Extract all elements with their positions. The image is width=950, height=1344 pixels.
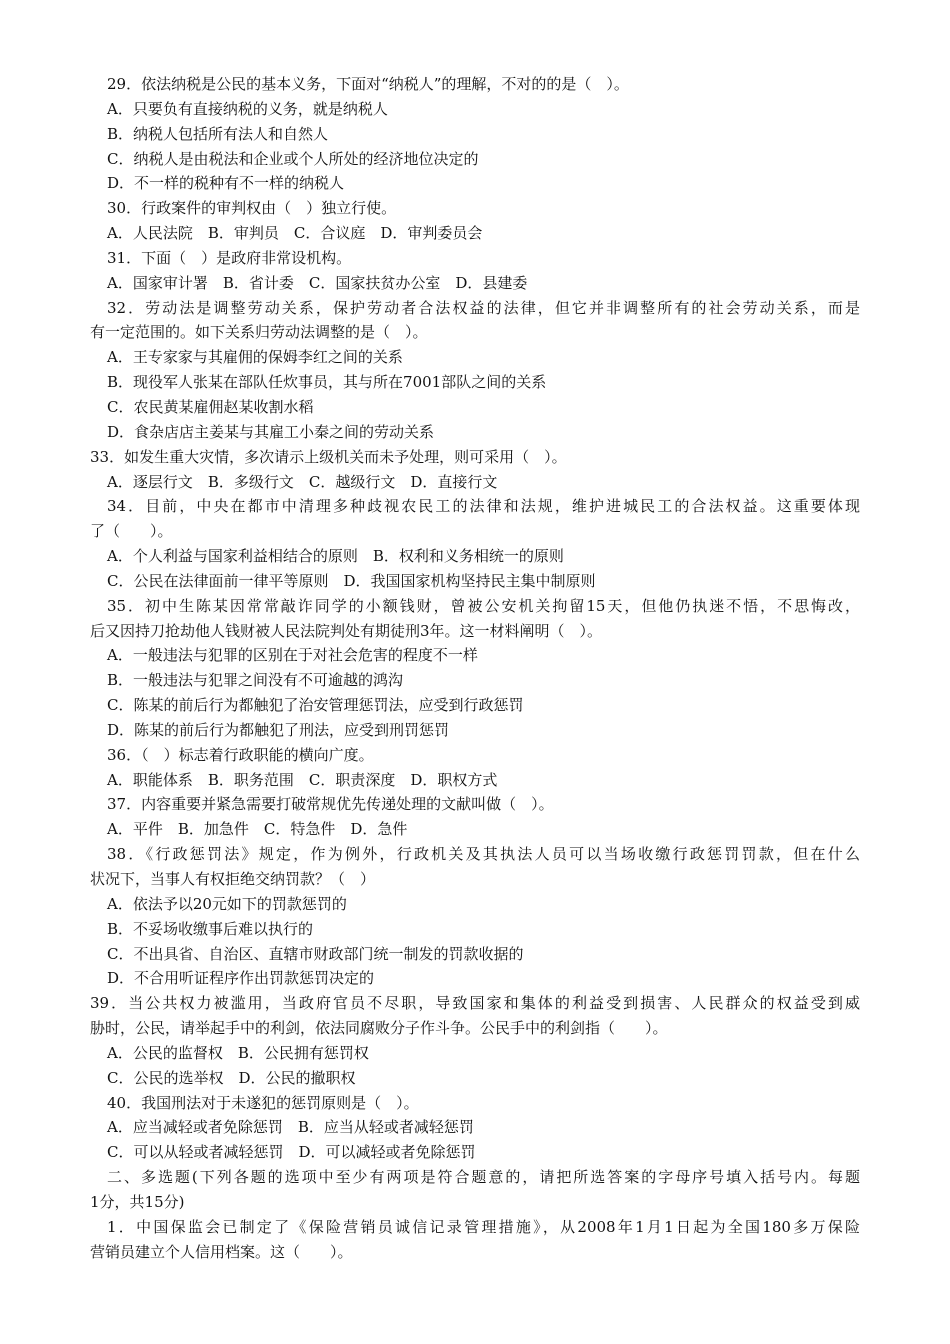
option-29-a: A．只要负有直接纳税的义务，就是纳税人	[107, 99, 388, 118]
question-34-line-1: 34．目前，中央在都市中清理多种歧视农民工的法律和法规，维护进城民工的合法权益。这重要体现	[107, 497, 860, 516]
options-33: A．逐层行文 B．多级行文 C．越级行文 D．直接行文	[107, 472, 498, 491]
option-29-d: D．不一样的税种有不一样的纳税人	[107, 174, 345, 193]
option-35-d: D．陈某的前后行为都触犯了刑法，应受到刑罚惩罚	[107, 720, 450, 739]
option-38-d: D．不合用听证程序作出罚款惩罚决定的	[107, 969, 375, 988]
option-32-a: A．王专家家与其雇佣的保姆李红之间的关系	[107, 348, 403, 367]
question-32-line-1: 32．劳动法是调整劳动关系，保护劳动者合法权益的法律，但它并非调整所有的社会劳动关系，而是	[107, 298, 860, 317]
options-34-cd: C．公民在法律面前一律平等原则 D．我国国家机构坚持民主集中制原则	[107, 571, 596, 590]
question-37: 37．内容重要并紧急需要打破常规优先传递处理的文献叫做（ ）。	[107, 795, 554, 814]
multi-question-1-line-1: 1．中国保监会已制定了《保险营销员诚信记录管理措施》，从2008年1月1日起为全国180多万保险	[107, 1217, 860, 1236]
option-38-b: B．不妥场收缴事后难以执行的	[107, 919, 314, 938]
options-40-cd: C．可以从轻或者减轻惩罚 D．可以减轻或者免除惩罚	[107, 1143, 476, 1162]
question-35-line-2: 后又因持刀抢劫他人钱财被人民法院判处有期徒刑3年。这一材料阐明（ ）。	[90, 621, 603, 640]
options-34-ab: A．个人利益与国家利益相结合的原则 B．权利和义务相统一的原则	[107, 547, 564, 566]
options-31: A．国家审计署 B．省计委 C．国家扶贫办公室 D．县建委	[107, 273, 528, 292]
question-30: 30．行政案件的审判权由（ ）独立行使。	[107, 199, 397, 218]
question-31: 31．下面（ ）是政府非常设机构。	[107, 248, 352, 267]
option-32-b: B．现役军人张某在部队任炊事员，其与所在7001部队之间的关系	[107, 373, 547, 392]
options-37: A．平件 B．加急件 C．特急件 D．急件	[107, 820, 408, 839]
options-36: A．职能体系 B．职务范围 C．职责深度 D．职权方式	[107, 770, 498, 789]
question-39-line-2: 胁时，公民，请举起手中的利剑，依法同腐败分子作斗争。公民手中的利剑指（ ）。	[90, 1019, 668, 1038]
option-35-b: B．一般违法与犯罪之间没有不可逾越的鸿沟	[107, 671, 404, 690]
multi-question-1-line-2: 营销员建立个人信用档案。这（ ）。	[90, 1242, 353, 1261]
document-page	[90, 72, 860, 1265]
question-32-line-2: 有一定范围的。如下关系归劳动法调整的是（ ）。	[90, 323, 428, 342]
option-29-b: B．纳税人包括所有法人和自然人	[107, 124, 329, 143]
question-33: 33．如发生重大灾情，多次请示上级机关而未予处理，则可采用（ ）。	[90, 447, 567, 466]
section-heading-line-1: 二、多选题(下列各题的选项中至少有两项是符合题意的，请把所选答案的字母序号填入括号内。每题	[107, 1168, 860, 1187]
option-32-d: D．食杂店店主姜某与其雇工小秦之间的劳动关系	[107, 422, 435, 441]
option-35-a: A．一般违法与犯罪的区别在于对社会危害的程度不一样	[107, 646, 478, 665]
question-38-line-2: 状况下，当事人有权拒绝交纳罚款？（ ）	[90, 870, 376, 888]
question-29: 29．依法纳税是公民的基本义务，下面对“纳税人”的理解，不对的的是（ ）。	[107, 75, 629, 93]
options-40-ab: A．应当减轻或者免除惩罚 B．应当从轻或者减轻惩罚	[107, 1118, 474, 1137]
option-32-c: C．农民黄某雇佣赵某收割水稻	[107, 397, 314, 416]
option-29-c: C．纳税人是由税法和企业或个人所处的经济地位决定的	[107, 149, 479, 168]
section-heading-line-2: 1分，共15分)	[90, 1192, 185, 1211]
options-30: A．人民法院 B．审判员 C．合议庭 D．审判委员会	[107, 224, 483, 243]
options-39-ab: A．公民的监督权 B．公民拥有惩罚权	[107, 1043, 369, 1062]
options-39-cd: C．公民的选举权 D．公民的撤职权	[107, 1068, 356, 1087]
option-38-a: A．依法予以20元如下的罚款惩罚的	[107, 894, 347, 913]
option-35-c: C．陈某的前后行为都触犯了治安管理惩罚法，应受到行政惩罚	[107, 696, 524, 715]
question-39-line-1: 39．当公共权力被滥用，当政府官员不尽职，导致国家和集体的利益受到损害、人民群众的权益受到威	[90, 994, 860, 1013]
question-38-line-1: 38．《行政惩罚法》规定，作为例外，行政机关及其执法人员可以当场收缴行政惩罚罚款，但在什么	[107, 845, 860, 864]
question-36: 36．（ ）标志着行政职能的横向广度。	[107, 745, 374, 764]
question-34-line-2: 了（ ）。	[90, 522, 173, 541]
question-40: 40．我国刑法对于未遂犯的惩罚原则是（ ）。	[107, 1093, 419, 1112]
question-35-line-1: 35．初中生陈某因常常敲诈同学的小额钱财，曾被公安机关拘留15天，但他仍执迷不悟，不思悔改，	[107, 596, 860, 615]
option-38-c: C．不出具省、自治区、直辖市财政部门统一制发的罚款收据的	[107, 944, 524, 963]
